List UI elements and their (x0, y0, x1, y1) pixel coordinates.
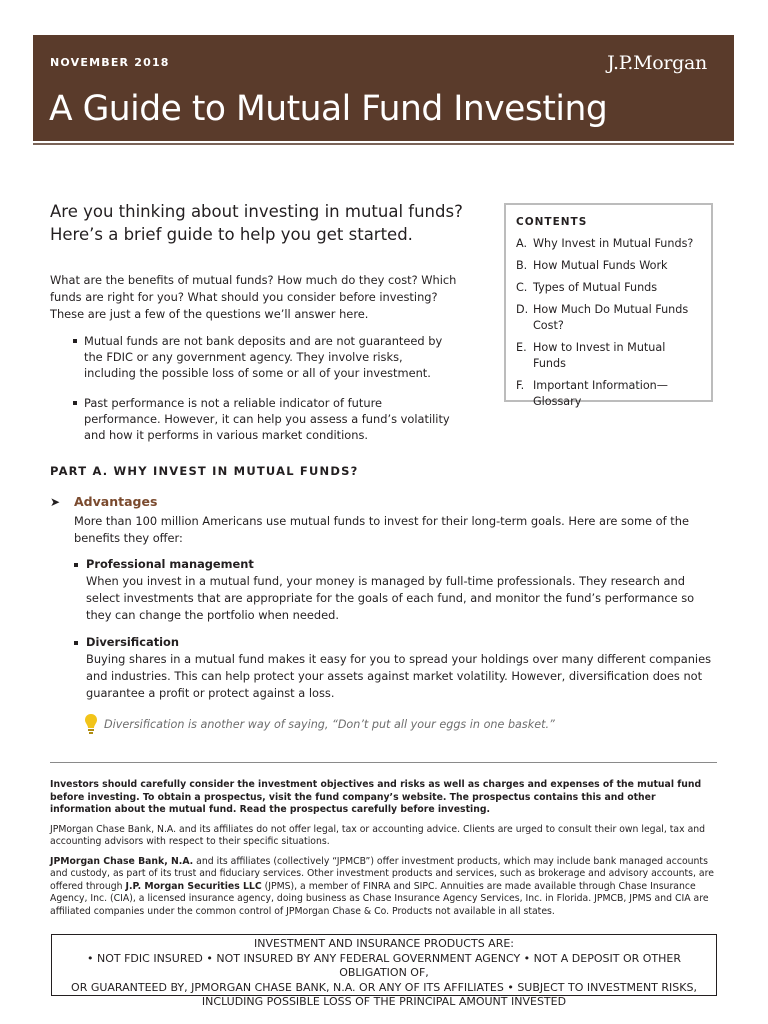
contents-box (504, 203, 713, 408)
advantages-section (50, 494, 715, 547)
contents-label: How to Invest in Mutual Funds (533, 341, 666, 370)
disclaimer-line: INCLUDING POSSIBLE LOSS OF THE PRINCIPAL AMOUNT INVESTED (201, 995, 567, 1008)
intro-heading (50, 200, 470, 246)
footer-disclosures (50, 779, 718, 925)
chevron-right-icon: ➤ (50, 494, 61, 509)
jpmorgan-logo: J.P.Morgan (607, 52, 707, 74)
list-item (74, 634, 714, 702)
contents-item-b[interactable] (516, 258, 701, 274)
intro-line-1: Are you thinking about investing in mutual funds? (50, 202, 463, 221)
footer-divider (50, 762, 717, 763)
intro-lead: What are the benefits of mutual funds? How much do they cost? Which funds are right for you? What should you consider before investing? These are just a few of the questions we’ll answer here. (50, 273, 457, 321)
contents-letter: B. (516, 259, 528, 272)
list-item (74, 556, 714, 624)
contents-label: Why Invest in Mutual Funds? (533, 237, 694, 250)
page-title: A Guide to Mutual Fund Investing (49, 89, 608, 129)
intro-line-2: Here’s a brief guide to help you get started. (50, 225, 413, 244)
tax-advice-notice: JPMorgan Chase Bank, N.A. and its affiliates do not offer legal, tax or accounting advice. Clients are urged to consult their own legal, tax and accounting advisors with respect to their specific situations. (50, 823, 706, 847)
contents-list (516, 236, 701, 410)
item-body: When you invest in a mutual fund, your money is managed by full-time professionals. They research and select investments that are appropriate for the goals of each fund, and monitor the fund’s performance so they can change the portfolio when needed. (86, 574, 695, 622)
contents-letter: D. (516, 303, 529, 316)
contents-item-a[interactable] (516, 236, 701, 252)
prospectus-notice: Investors should carefully consider the investment objectives and risks as well as charges and expenses of the mutual fund before investing. To obtain a prospectus, visit the fund company’s website. The prospectus contains this and other information about the mutual fund. Read the prospectus carefully before investing. (50, 779, 702, 815)
item-title: Professional management (86, 557, 254, 571)
lightbulb-icon (84, 713, 98, 735)
contents-letter: A. (516, 237, 528, 250)
bold-entity-name: JPMorgan Chase Bank, N.A. (50, 855, 194, 867)
intro-bullet-list (50, 333, 450, 457)
advantages-list (74, 556, 714, 712)
contents-letter: C. (516, 281, 528, 294)
bold-entity-name: J.P. Morgan Securities LLC (125, 880, 262, 892)
advantages-body: More than 100 million Americans use mutual funds to invest for their long-term goals. Here are some of the benefits they offer: (74, 514, 689, 545)
item-title: Diversification (86, 635, 179, 649)
contents-label: How Much Do Mutual Funds Cost? (533, 303, 689, 332)
disclaimer-line: INVESTMENT AND INSURANCE PRODUCTS ARE: (254, 937, 514, 950)
contents-label: How Mutual Funds Work (533, 259, 668, 272)
contents-label: Important Information—Glossary (533, 379, 668, 408)
item-body: Buying shares in a mutual fund makes it easy for you to spread your holdings over many different companies and industries. This can help protect your assets against market volatility. However, diversification does not guarantee a profit or protect against a loss. (86, 652, 712, 700)
contents-title: CONTENTS (516, 216, 588, 228)
list-item: Mutual funds are not bank deposits and are not guaranteed by the FDIC or any government agency. They involve risks, including the possible loss of some or all of your investment. (50, 333, 450, 381)
contents-item-c[interactable] (516, 280, 701, 296)
disclaimer-line: • NOT FDIC INSURED • NOT INSURED BY ANY FEDERAL GOVERNMENT AGENCY • NOT A DEPOSIT OR OTHER OBLIGATION OF, (87, 951, 681, 979)
section-heading-part-a: PART A. WHY INVEST IN MUTUAL FUNDS? (50, 464, 359, 478)
contents-item-d[interactable] (516, 302, 701, 334)
header-banner (33, 35, 734, 141)
affiliates-text-2: (JPMS), a member of FINRA and SIPC. Annuities are made available through Chase Insurance Agency, Inc. (CIA), a licensed insurance agency, doing business as Chase Insurance Agency Services, Inc. in Florida. JPMCB, JPMS and CIA are affiliated companies under the common control of JPMorgan Chase & Co. Products not available in all states. (50, 880, 709, 917)
contents-item-e[interactable] (516, 340, 701, 372)
affiliates-text-1: and its affiliates (collectively “JPMCB”) offer investment products, which may include bank managed accounts and custody, as part of its trust and fiduciary services. Other investment products and services, such as brokerage and advisory accounts, are offered through (50, 855, 714, 892)
investment-products-disclaimer (51, 934, 717, 1008)
affiliates-notice (50, 856, 718, 919)
list-item: Past performance is not a reliable indicator of future performance. However, it can help you assess a fund’s volatility and how it performs in various market conditions. (50, 395, 450, 443)
header-divider (33, 143, 734, 145)
contents-item-f[interactable] (516, 378, 701, 410)
tip-callout (84, 713, 555, 735)
advantages-title: Advantages (74, 494, 158, 509)
disclaimer-line: OR GUARANTEED BY, JPMORGAN CHASE BANK, N.A. OR ANY OF ITS AFFILIATES • SUBJECT TO INVESTMENT RISKS, (71, 980, 697, 994)
advantages-header (50, 494, 715, 509)
contents-letter: F. (516, 379, 525, 392)
tip-text: Diversification is another way of saying, “Don’t put all your eggs in one basket.” (104, 717, 555, 731)
contents-letter: E. (516, 341, 527, 354)
publication-date: NOVEMBER 2018 (50, 56, 170, 69)
contents-label: Types of Mutual Funds (533, 281, 658, 294)
